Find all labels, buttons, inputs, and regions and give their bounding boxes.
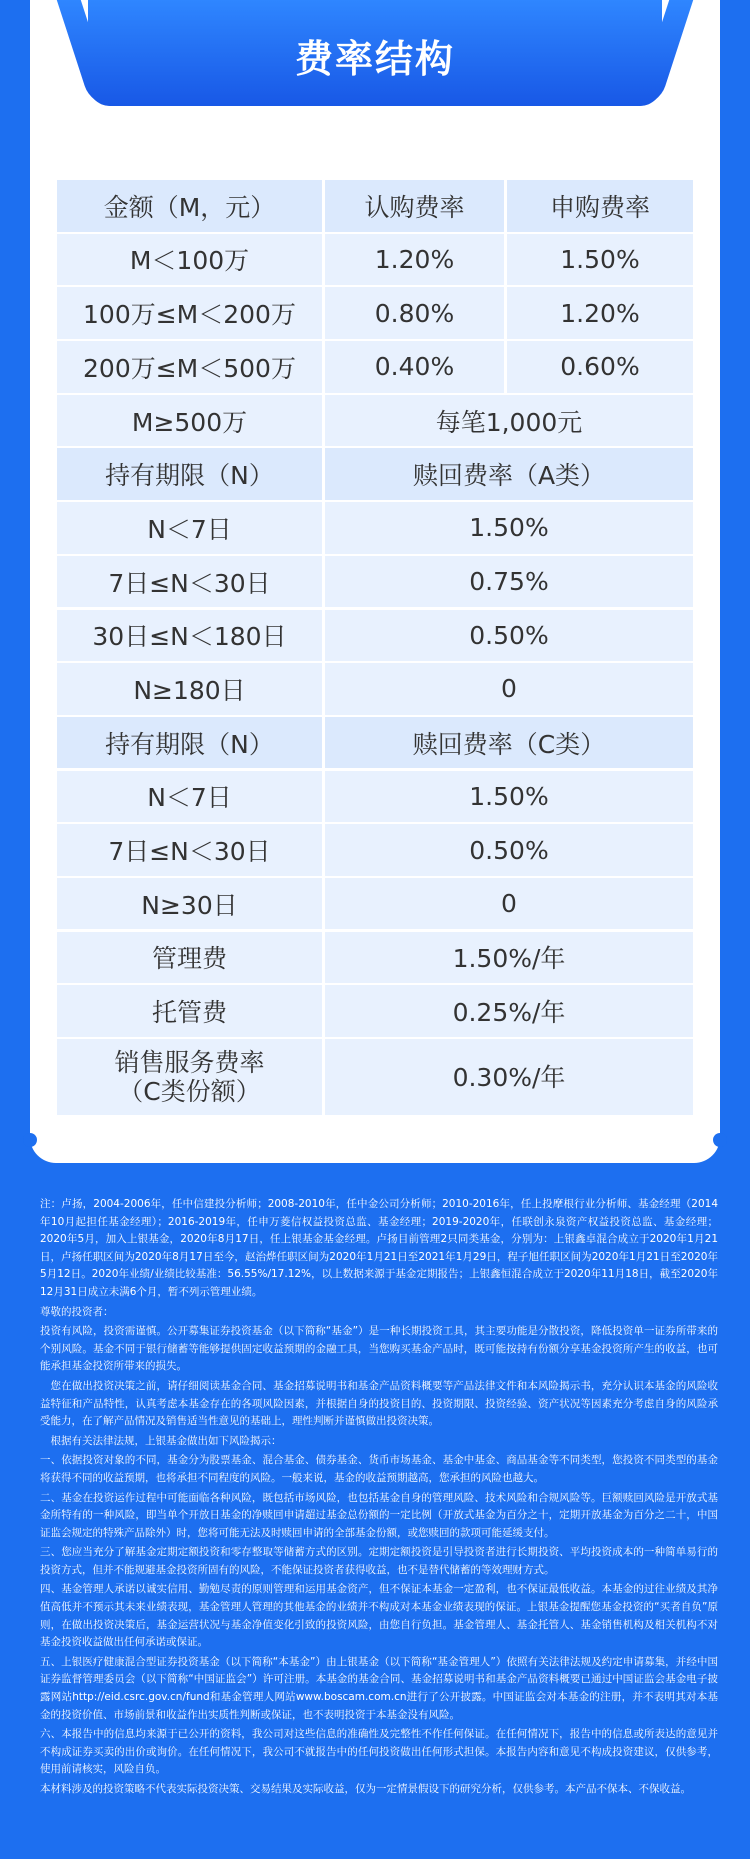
note-paragraph: 二、基金在投资运作过程中可能面临各种风险，既包括市场风险，也包括基金自身的管理风险、技术风险和合规风险等。巨额赎回风险是开放式基金所特有的一种风险，即当单个开放日基金的净赎回申请超过基金总份额的一定比例（开放式基金为百分之十，定期开放基金为百分之二十，中国证监会规定的特殊产品除外）时，您将可能无法及时赎回申请的全部基金份额，或您赎回的款项可能延缓支付。: [40, 1491, 718, 1539]
header-cell: 持有期限（N）: [57, 717, 322, 769]
table-cell: M＜100万: [57, 234, 322, 286]
sales-fee-label: 销售服务费率: [114, 1048, 265, 1077]
table-cell: 0.75%: [325, 556, 693, 608]
table-cell: 托管费: [57, 985, 322, 1037]
table-cell: 0: [325, 663, 693, 715]
table-row: [57, 663, 693, 715]
table-cell: 0.50%: [325, 610, 693, 662]
table-row: [57, 287, 693, 339]
table-cell: 1.50%: [507, 234, 693, 286]
table-cell: 0.60%: [507, 341, 693, 393]
header-cell: 持有期限（N）: [57, 448, 322, 500]
table-cell: 0.80%: [325, 287, 504, 339]
note-paragraph: 四、基金管理人承诺以诚实信用、勤勉尽责的原则管理和运用基金资产，但不保证本基金一定盈利，也不保证最低收益。本基金的过往业绩及其净值高低并不预示其未来业绩表现，基金管理人管理的其他基金的业绩并不构成对本基金业绩表现的保证。上银基金提醒您基金投资的“买者自负”原则，在做出投资决策后，基金运营状况与基金净值变化引致的投资风险，由您自行负担。基金管理人、基金托管人、基金销售机构及相关机构不对基金投资收益做出任何承诺或保证。: [40, 1583, 718, 1649]
table-cell: 0.50%: [325, 824, 693, 876]
table-cell: 0.30%/年: [325, 1039, 693, 1115]
table-cell: 100万≤M＜200万: [57, 287, 322, 339]
header-cell: 认购费率: [325, 180, 504, 232]
note-paragraph: 您在做出投资决策之前，请仔细阅读基金合同、基金招募说明书和基金产品资料概要等产品法律文件和本风险揭示书，充分认识本基金的风险收益特征和产品特性，认真考虑本基金存在的各项风险因素，并根据自身的投资目的、投资期限、投资经验、资产状况等因素充分考虑自身的风险承受能力，在了解产品情况及销售适当性意见的基础上，理性判断并谨慎做出投资决策。: [40, 1379, 718, 1428]
table-row: [57, 824, 693, 876]
table-cell: 7日≤N＜30日: [57, 556, 322, 608]
table-cell: 0: [325, 878, 693, 930]
table-row: [57, 395, 693, 447]
table-cell: 30日≤N＜180日: [57, 610, 322, 662]
table-cell: 1.50%: [325, 771, 693, 823]
note-paragraph: 尊敬的投资者：: [40, 1305, 114, 1318]
note-paragraph: 注：卢扬，2004-2006年，任中信建投分析师；2008-2010年，任中金公司分析师；2010-2016年，任上投摩根行业分析师、基金经理（2014年10月起担任基金经理）；2016-2019年，任申万菱信权益投资总监、基金经理；2019-2020年，任联创永泉资产权益投资总监、基金经理；2020年5月，加入上银基金，2020年8月17日，任上银基金基金经理。卢扬目前管理2只同类基金，分别为：上银鑫卓混合成立于2020年1月21日，卢扬任职区间为2020年8月17日至今，赵治烨任职区间为2020年1月21日至2021年1月29日，程子旭任职区间为2020年1月21日至2020年5月12日。2020年业绩/业绩比较基准：56.55%/17.12%，以上数据来源于基金定期报告；上银鑫恒混合成立于2020年11月18日，截至2020年12月31日成立未满6个月，暂不列示管理业绩。: [40, 1198, 718, 1298]
table-cell: 1.50%/年: [325, 932, 693, 984]
table-cell: 管理费: [57, 932, 322, 984]
table-cell: 7日≤N＜30日: [57, 824, 322, 876]
table-row: [57, 341, 693, 393]
note-paragraph: 五、上银医疗健康混合型证券投资基金（以下简称“本基金”）由上银基金（以下简称“基金管理人”）依照有关法律法规及约定申请募集，并经中国证券监督管理委员会（以下简称“中国证监会”）许可注册。本基金的基金合同、基金招募说明书和基金产品资料概要已通过中国证监会基金电子披露网站http://eid.csrc.gov.cn/fund和基金管理人网站www.boscam.com.cn进行了公开披露。中国证监会对本基金的注册，并不表明其对本基金的投资价值、市场前景和收益作出实质性判断或保证，也不表明投资于本基金没有风险。: [40, 1655, 718, 1721]
header-cell: 赎回费率（A类）: [325, 448, 693, 500]
table-cell: 200万≤M＜500万: [57, 341, 322, 393]
table-cell: N≥180日: [57, 663, 322, 715]
table-cell: 1.20%: [325, 234, 504, 286]
table-cell: 0.40%: [325, 341, 504, 393]
table-row: [57, 932, 693, 984]
table-row: [57, 985, 693, 1037]
note-paragraph: 三、您应当充分了解基金定期定额投资和零存整取等储蓄方式的区别。定期定额投资是引导投资者进行长期投资、平均投资成本的一种简单易行的投资方式，但并不能规避基金投资所固有的风险，不能保证投资者获得收益，也不是替代储蓄的等效理财方式。: [40, 1546, 718, 1576]
table-row: [57, 556, 693, 608]
header-cell: 金额（M，元）: [57, 180, 322, 232]
fee-table: [57, 180, 693, 1117]
sales-fee-sublabel: （C类份额）: [118, 1077, 261, 1106]
table-cell: N＜7日: [57, 771, 322, 823]
table-cell: N≥30日: [57, 878, 322, 930]
table-row: [57, 502, 693, 554]
table-cell: 1.50%: [325, 502, 693, 554]
header-cell: 申购费率: [507, 180, 693, 232]
table-row: [57, 1039, 693, 1115]
disclaimer-notes: [40, 1196, 718, 1801]
table-cell: [57, 1039, 322, 1115]
table-cell: M≥500万: [57, 395, 322, 447]
table-row: [57, 234, 693, 286]
table-row: [57, 610, 693, 662]
table-cell: N＜7日: [57, 502, 322, 554]
table-cell: 每笔1,000元: [325, 395, 693, 447]
redeem-a-header-row: [57, 448, 693, 500]
note-paragraph: 投资有风险，投资需谨慎。公开募集证券投资基金（以下简称“基金”）是一种长期投资工具，其主要功能是分散投资，降低投资单一证券所带来的个别风险。基金不同于银行储蓄等能够提供固定收益预期的金融工具，当您购买基金产品时，既可能按持有份额分享基金投资所产生的收益，也可能承担基金投资所带来的损失。: [40, 1325, 718, 1373]
table-row: [57, 771, 693, 823]
header-cell: 赎回费率（C类）: [325, 717, 693, 769]
note-paragraph: 一、依据投资对象的不同，基金分为股票基金、混合基金、债券基金、货币市场基金、基金中基金、商品基金等不同类型，您投资不同类型的基金将获得不同的收益预期，也将承担不同程度的风险。一般来说，基金的收益预期越高，您承担的风险也越大。: [40, 1454, 718, 1484]
note-paragraph: 本材料涉及的投资策略不代表实际投资决策、交易结果及实际收益，仅为一定情景假设下的研究分析，仅供参考。本产品不保本、不保收益。: [40, 1783, 691, 1795]
table-row: [57, 878, 693, 930]
purchase-header-row: [57, 180, 693, 232]
page-title: 费率结构: [294, 37, 455, 81]
table-cell: 1.20%: [507, 287, 693, 339]
card-notch-left: [23, 1133, 37, 1147]
redeem-c-header-row: [57, 717, 693, 769]
note-paragraph: 六、本报告中的信息均来源于已公开的资料，我公司对这些信息的准确性及完整性不作任何保证。在任何情况下，报告中的信息或所表达的意见并不构成证券买卖的出价或询价。在任何情况下，我公司不就报告中的任何投资做出任何形式担保。本报告内容和意见不构成投资建议，仅供参考，使用前请核实，风险自负。: [40, 1728, 718, 1776]
table-cell: 0.25%/年: [325, 985, 693, 1037]
card-notch-right: [713, 1133, 727, 1147]
note-paragraph: 根据有关法律法规，上银基金做出如下风险揭示：: [50, 1434, 282, 1447]
